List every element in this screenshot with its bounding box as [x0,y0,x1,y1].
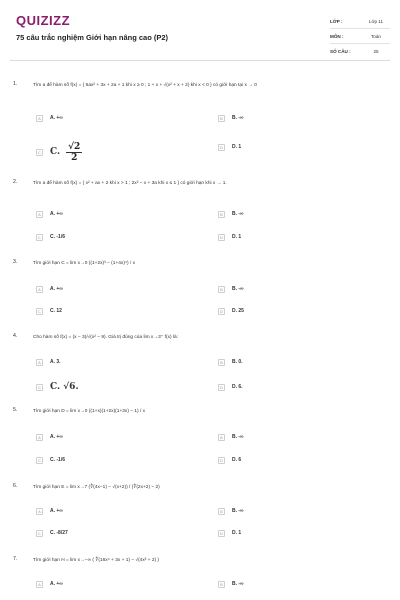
option-letter-box: A [36,115,43,122]
option-d[interactable] [218,455,241,465]
option-letter-box: A [36,211,43,218]
option-text: B. -∞ [232,508,244,514]
meta-row-count [330,44,390,58]
option-letter-box: D [218,144,225,151]
option-text: D. 1 [232,144,242,150]
option-text: A. +∞ [50,434,63,440]
option-d[interactable] [218,528,241,538]
header [0,0,400,70]
option-c[interactable] [36,380,79,394]
option-text: A. +∞ [50,115,63,121]
option-text: B. -∞ [232,434,244,440]
option-letter-box: D [218,457,225,464]
option-letter-box: D [218,308,225,315]
option-text: C. [50,147,61,157]
option-c[interactable] [36,528,68,538]
option-text: D. 6 [232,457,242,463]
meta-key: MÔN : [330,33,344,39]
option-a[interactable] [36,579,63,589]
option-text: A. +∞ [50,211,63,217]
option-fraction [66,142,82,163]
question-number: 6. [13,483,18,489]
question-number: 2. [13,179,18,185]
header-divider [10,60,390,61]
option-d[interactable] [218,382,243,392]
option-d[interactable] [218,232,241,242]
question-number: 3. [13,259,18,265]
option-d[interactable] [218,142,241,152]
question-text: Tìm a để hàm số f(x) = { x² + ax + 2 khi x > 1 ; 2x² − x + 3a khi x ≤ 1 } có giới hạn khi x → 1. [33,181,227,186]
option-b[interactable] [218,506,244,516]
option-text: C. -8/27 [50,530,68,536]
option-c[interactable] [36,232,65,242]
fraction-denominator: 2 [71,152,78,163]
option-text: C. √6. [50,382,79,392]
option-text: A. +∞ [50,508,63,514]
option-letter-box: C [36,308,43,315]
question-number: 1. [13,81,18,87]
option-letter-box: A [36,286,43,293]
option-text: A. 3. [50,359,61,365]
question-text: Tìm giới hạn D = lim x→0 ((1+x)(1+2x)(1+3x) − 1) / x [33,409,146,414]
fraction-numerator: √2 [68,141,81,152]
option-letter-box: B [218,581,225,588]
question-text: Tìm giới hạn H = lim x→−∞ ( ∜(16x⁴ + 3x + 1) − √(4x² + 2) ) [33,558,160,563]
question-text: Tìm a để hàm số f(x) = { 5ax² + 3x + 2a + 1 khi x ≥ 0 ; 1 + x + √(x² + x + 2) khi x < 0 } có giới hạn tại x → 0 [33,83,257,88]
option-b[interactable] [218,209,244,219]
option-c[interactable] [36,306,62,316]
question-text: Tìm giới hạn C = lim x→0 ((1+2x)³ − (1+4x)⁴) / x [33,261,135,266]
meta-value: 25 [373,48,379,54]
option-a[interactable] [36,113,63,123]
meta-key: SỐ CÂU : [330,48,351,54]
option-text: B. -∞ [232,211,244,217]
option-text: C. 12 [50,308,62,314]
option-a[interactable] [36,209,63,219]
option-letter-box: C [36,234,43,241]
option-letter-box: D [218,530,225,537]
option-text: D. 1 [232,530,242,536]
question-number: 4. [13,333,18,339]
question-number: 5. [13,407,18,413]
option-text: C. -1/6 [50,457,66,463]
meta-row-subject [330,29,390,44]
option-b[interactable] [218,357,243,367]
option-letter-box: D [218,384,225,391]
option-letter-box: B [218,115,225,122]
question-text: Cho hàm số f(x) = (x − 3)/√(x² − 9). Giá trị đúng của lim x→3⁺ f(x) là: [33,335,178,340]
option-letter-box: B [218,434,225,441]
option-text: A. +∞ [50,581,63,587]
option-letter-box: C [36,457,43,464]
option-letter-box: C [36,384,43,391]
option-text: B. -∞ [232,286,244,292]
option-letter-box: A [36,434,43,441]
meta-table [330,14,390,58]
question-number: 7. [13,556,18,562]
option-c[interactable] [36,455,65,465]
option-text: D. 1 [232,234,242,240]
option-a[interactable] [36,432,63,442]
option-b[interactable] [218,579,244,589]
option-letter-box: B [218,508,225,515]
option-a[interactable] [36,506,63,516]
meta-value: Lớp 11 [368,18,384,24]
option-text: B. -∞ [232,115,244,121]
option-letter-box: D [218,234,225,241]
option-letter-box: C [36,530,43,537]
option-letter-box: B [218,211,225,218]
option-text: B. 0. [232,359,243,365]
option-text: C. -1/6 [50,234,66,240]
option-text: D. 6. [232,384,243,390]
option-letter-box: C [36,149,43,156]
option-d[interactable] [218,306,244,316]
option-letter-box: A [36,508,43,515]
option-text: D. 25 [232,308,244,314]
page-title: 75 câu trắc nghiệm Giới hạn nâng cao (P2) [16,33,169,42]
option-b[interactable] [218,284,244,294]
quizizz-logo: QUIZIZZ [16,13,71,28]
option-a[interactable] [36,284,63,294]
option-b[interactable] [218,432,244,442]
meta-key: LỚP : [330,18,343,24]
option-text: B. -∞ [232,581,244,587]
option-text: A. +∞ [50,286,63,292]
option-c[interactable] [36,142,82,162]
option-b[interactable] [218,113,244,123]
meta-row-class [330,14,390,29]
option-letter-box: A [36,359,43,366]
meta-value: Toán [371,33,381,39]
option-letter-box: A [36,581,43,588]
option-letter-box: B [218,286,225,293]
option-a[interactable] [36,357,61,367]
question-text: Tìm giới hạn E = lim x→7 (∜(4x−1) − √(x+2)) / (∜(2x+2) − 2) [33,485,160,490]
option-letter-box: B [218,359,225,366]
